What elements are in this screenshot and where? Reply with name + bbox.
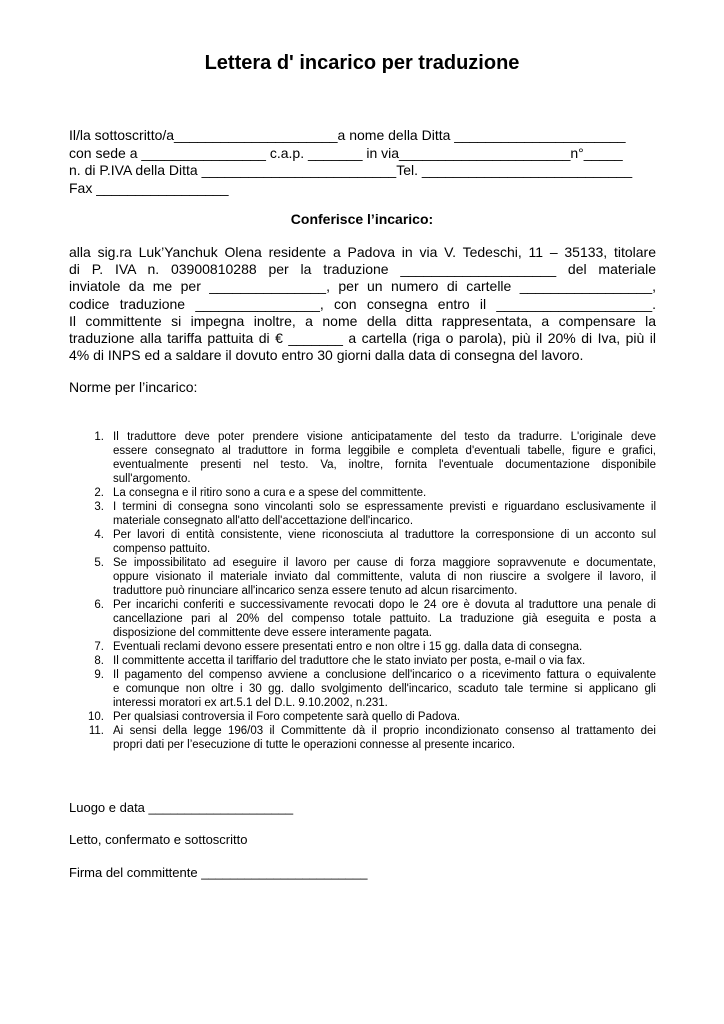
body-line: inviatole da me per _______________, per un numero di cartelle _________________, xyxy=(69,278,656,295)
letto-confermato-text: Letto, confermato e sottoscritto xyxy=(69,832,248,847)
rule-item xyxy=(82,724,656,752)
rules-list xyxy=(82,430,656,752)
rule-line: e comunque non oltre i 30 gg. dallo svolgimento dell'incarico, scaduto tale termine si applicano gli xyxy=(113,683,656,695)
rule-number: 5. xyxy=(94,557,104,569)
rule-number: 6. xyxy=(94,599,104,611)
rule-line: oppure visionato il materiale inviato dal committente, valuta di non riuscire a svolgere il lavoro, il xyxy=(113,571,656,583)
rule-line: Il pagamento del compenso avviene a conclusione dell'incarico o a ricevimento fattura o equivalente xyxy=(113,669,656,681)
rule-line: interessi moratori ex art.5.1 del D.L. 9.10.2002, n.231. xyxy=(113,697,388,709)
rule-line: eventualmente presenti nel testo. Va, inoltre, fornita l'eventuale documentazione disponibile xyxy=(113,459,656,471)
rule-item xyxy=(82,710,656,724)
rule-line: compenso pattuito. xyxy=(113,543,211,555)
rule-number: 11. xyxy=(88,725,104,737)
rule-line: traduttore può rinunciare all'incarico senza essere tenuto ad alcun risarcimento. xyxy=(113,585,518,597)
rule-line: Per qualsiasi controversia il Foro competente sarà quello di Padova. xyxy=(113,711,461,723)
rule-number: 8. xyxy=(94,655,104,667)
body-line: codice traduzione ________________, con consegna entro il ____________________. xyxy=(69,295,656,312)
header-line-piva: n. di P.IVA della Ditta _________________________Tel. ___________________________ xyxy=(69,162,633,178)
body-line: di P. IVA n. 03900810288 per la traduzione ____________________ del materiale xyxy=(69,261,656,278)
rule-number: 2. xyxy=(94,487,104,499)
rule-item xyxy=(82,430,656,486)
rule-line: Il traduttore deve poter prendere visione anticipatamente del testo da tradurre. L'originale deve xyxy=(113,431,656,443)
header-line-committente: Il/la sottoscritto/a_____________________a nome della Ditta ______________________ xyxy=(69,127,626,143)
rule-line: Per incarichi conferiti e successivamente revocati dopo le 24 ore è dovuta al traduttore una penale di xyxy=(113,599,656,611)
rule-line: materiale consegnato all'atto dell'accettazione dell'incarico. xyxy=(113,515,414,527)
rule-item xyxy=(82,556,656,598)
rule-line: La consegna e il ritiro sono a cura e a spese del committente. xyxy=(113,487,427,499)
conferisce-heading: Conferisce l’incarico: xyxy=(290,211,434,227)
rule-item xyxy=(82,528,656,556)
rule-item xyxy=(82,640,656,654)
body-line: Il committente si impegna inoltre, a nome della ditta rappresentata, a compensare la xyxy=(69,312,656,329)
header-fields xyxy=(69,127,659,197)
rule-line: Eventuali reclami devono essere presentati entro e non oltre i 15 gg. dalla data di consegna. xyxy=(113,641,583,653)
rule-line: cancellazione pari al 20% del compenso totale pattuito. La traduzione già eseguita e posta a xyxy=(113,613,656,625)
rule-line: Il committente accetta il tariffario del traduttore che le stato inviato per posta, e-mail o via fax. xyxy=(113,655,586,667)
rule-line: I termini di consegna sono vincolanti solo se espressamente previsti e riguardano esclusivamente il xyxy=(113,501,656,513)
rule-line: Se impossibilitato ad eseguire il lavoro per cause di forza maggiore sopravvenute e documentate, xyxy=(113,557,656,569)
rule-item xyxy=(82,654,656,668)
rule-number: 7. xyxy=(94,641,104,653)
rule-item xyxy=(82,486,656,500)
firma-committente-field: Firma del committente _______________________ xyxy=(69,865,368,880)
rule-number: 1. xyxy=(94,431,104,443)
norme-heading: Norme per l’incarico: xyxy=(69,379,198,395)
incarico-paragraph xyxy=(69,244,656,364)
rule-line: Ai sensi della legge 196/03 il Committente dà il proprio incondizionato consenso al trattamento dei xyxy=(113,725,656,737)
rule-item xyxy=(82,598,656,640)
body-line: alla sig.ra Luk’Yanchuk Olena residente a Padova in via V. Tedeschi, 11 – 35133, titolare xyxy=(69,244,656,260)
rule-number: 9. xyxy=(94,669,104,681)
rule-number: 10. xyxy=(88,711,104,723)
header-line-sede: con sede a ________________ c.a.p. _______ in via______________________n°_____ xyxy=(69,144,623,161)
rule-number: 4. xyxy=(94,529,104,541)
luogo-data-field: Luogo e data ____________________ xyxy=(69,800,294,815)
body-line: 4% di INPS ed a saldare il dovuto entro 30 giorni dalla data di consegna del lavoro. xyxy=(69,347,584,364)
rule-number: 3. xyxy=(94,501,104,513)
document-title: Lettera d' incarico per traduzione xyxy=(204,52,520,74)
body-line: traduzione alla tariffa pattuita di € _______ a cartella (riga o parola), più il 20% di Iva, più il xyxy=(69,330,656,347)
rule-line: Per lavori di entità consistente, viene riconosciuta al traduttore la corresponsione di un acconto sul xyxy=(113,529,656,541)
rule-line: sull'argomento. xyxy=(113,473,191,485)
header-line-fax: Fax _________________ xyxy=(69,179,229,196)
rule-line: essere consegnato al traduttore in forma leggibile e completa d'eventuali tabelle, figure e grafici, xyxy=(113,445,656,457)
rule-item xyxy=(82,668,656,710)
rule-item xyxy=(82,500,656,528)
rule-line: propri dati per l’esecuzione di tutte le operazioni connesse al presente incarico. xyxy=(113,739,516,751)
rule-line: disposizione del committente deve essere interamente pagata. xyxy=(113,627,432,639)
